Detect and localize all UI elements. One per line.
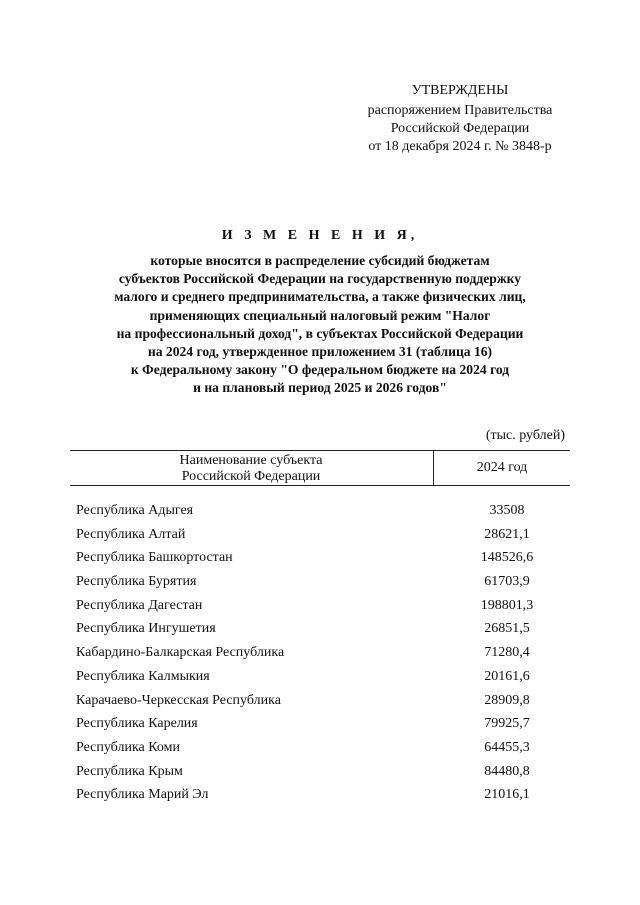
subtitle-line: на профессиональный доход", в субъектах Российской Федерации bbox=[116, 325, 524, 341]
table-row bbox=[76, 716, 576, 740]
table-row bbox=[76, 550, 576, 574]
region-amount: 21016,1 bbox=[484, 787, 530, 803]
header-region-name bbox=[70, 453, 432, 485]
region-name: Республика Ингушетия bbox=[76, 621, 216, 637]
subtitle-line: малого и среднего предпринимательства, а также физических лиц, bbox=[114, 289, 526, 305]
table-row bbox=[76, 503, 576, 527]
region-amount: 64455,3 bbox=[484, 739, 530, 755]
document-title: И З М Е Н Е Н И Я, bbox=[221, 228, 419, 243]
region-amount: 198801,3 bbox=[480, 597, 534, 613]
region-amount: 79925,7 bbox=[484, 716, 530, 732]
region-name: Республика Дагестан bbox=[76, 597, 203, 613]
region-amount: 20161,6 bbox=[484, 668, 530, 684]
region-amount: 28909,8 bbox=[484, 692, 530, 708]
region-name: Карачаево-Черкесская Республика bbox=[76, 692, 281, 708]
table-row bbox=[76, 764, 576, 788]
header-region-line: Наименование субъекта bbox=[179, 453, 323, 468]
header-year: 2024 год bbox=[476, 460, 528, 475]
subtitle-line: к Федеральному закону "О федеральном бюджете на 2024 год bbox=[130, 362, 510, 378]
region-name: Республика Алтай bbox=[76, 526, 186, 542]
table-row bbox=[76, 787, 576, 811]
region-name: Республика Калмыкия bbox=[76, 668, 210, 684]
table-row bbox=[76, 693, 576, 717]
region-amount: 26851,5 bbox=[484, 621, 530, 637]
region-name: Республика Карелия bbox=[76, 716, 198, 732]
subtitle-line: которые вносятся в распределение субсидий бюджетам bbox=[150, 253, 490, 268]
table-row bbox=[76, 527, 576, 551]
approval-line: Российской Федерации bbox=[390, 121, 530, 136]
region-amount: 71280,4 bbox=[484, 645, 530, 661]
table-row bbox=[76, 621, 576, 645]
subtitle-line: и на плановый период 2025 и 2026 годов" bbox=[193, 380, 447, 396]
region-name: Республика Марий Эл bbox=[76, 787, 209, 803]
table-row bbox=[76, 598, 576, 622]
approval-line: распоряжением Правительства bbox=[367, 103, 553, 118]
region-amount: 33508 bbox=[489, 503, 525, 518]
region-name: Республика Бурятия bbox=[76, 574, 197, 590]
table-row bbox=[76, 645, 576, 669]
table-row bbox=[76, 574, 576, 598]
table-row bbox=[76, 740, 576, 764]
region-amount: 84480,8 bbox=[484, 763, 530, 779]
region-amount: 148526,6 bbox=[480, 550, 534, 566]
region-name: Республика Адыгея bbox=[76, 503, 194, 518]
header-region-line: Российской Федерации bbox=[181, 469, 321, 484]
table-row bbox=[76, 669, 576, 693]
approval-date-number: от 18 декабря 2024 г. № 3848-р bbox=[368, 139, 552, 154]
subtitle-line: субъектов Российской Федерации на государственную поддержку bbox=[118, 271, 522, 287]
region-name: Республика Башкортостан bbox=[76, 550, 233, 566]
subtitle-line: на 2024 год, утвержденное приложением 31 (таблица 16) bbox=[147, 344, 493, 360]
table-header bbox=[70, 450, 570, 486]
region-name: Кабардино-Балкарская Республика bbox=[76, 645, 285, 661]
units-label: (тыс. рублей) bbox=[485, 428, 565, 443]
region-amount: 28621,1 bbox=[484, 526, 530, 542]
region-name: Республика Коми bbox=[76, 739, 180, 755]
region-name: Республика Крым bbox=[76, 763, 183, 779]
table-body bbox=[76, 503, 576, 811]
document-subtitle bbox=[60, 252, 580, 398]
approval-title: УТВЕРЖДЕНЫ bbox=[411, 83, 509, 98]
region-amount: 61703,9 bbox=[484, 574, 530, 590]
subtitle-line: применяющих специальный налоговый режим "Налог bbox=[149, 307, 491, 323]
